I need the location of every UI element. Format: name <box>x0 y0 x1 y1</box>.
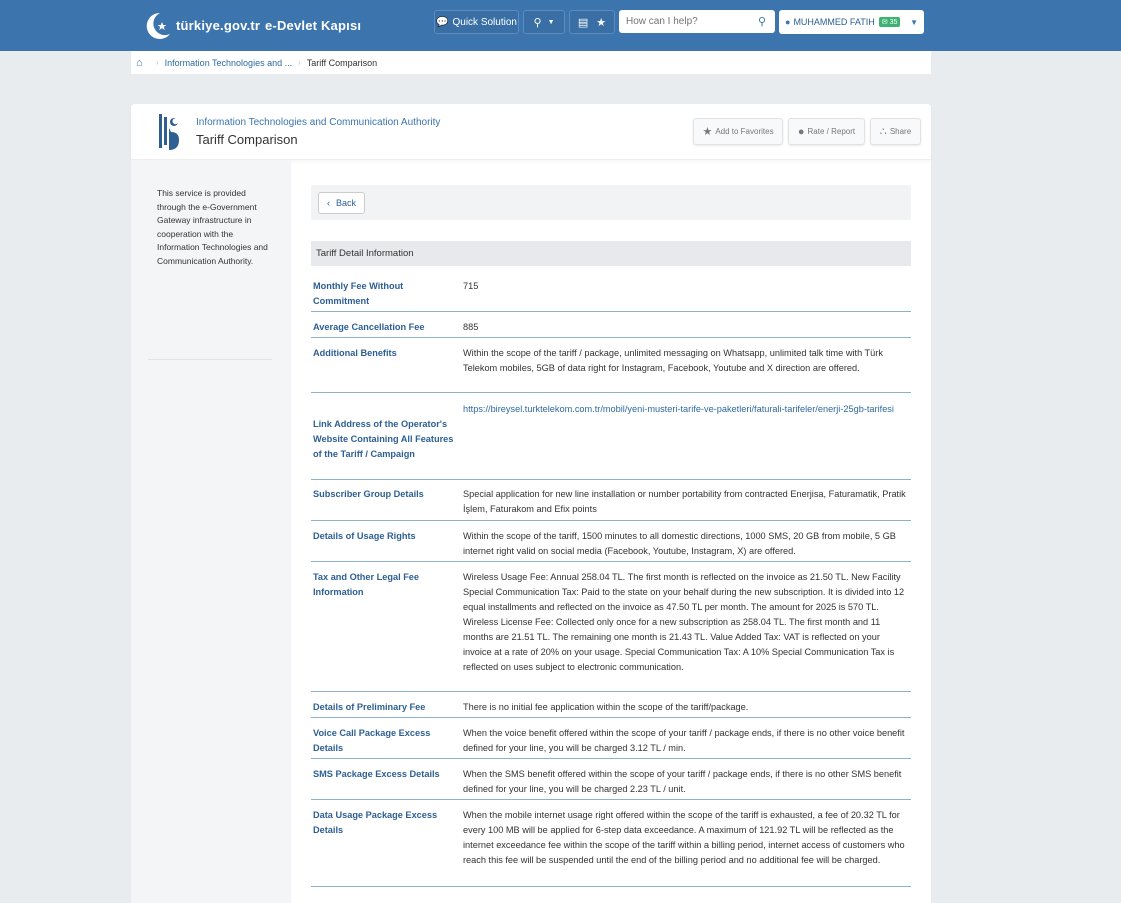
breadcrumb-separator: › <box>156 58 159 67</box>
key-icon: ⚲ <box>533 16 542 29</box>
chevron-down-icon: ▼ <box>910 17 918 27</box>
operator-website-link[interactable]: https://bireysel.turktelekom.com.tr/mobil/yeni-musteri-tarife-ve-paketleri/faturali-tarifeler/enerji-25gb-tarifesi <box>463 404 894 414</box>
detail-row-sms-excess <box>311 759 911 800</box>
login-options-button[interactable] <box>523 10 565 34</box>
detail-row-cancellation-fee <box>311 312 911 338</box>
agency-name[interactable]: Information Technologies and Communication Authority <box>196 117 441 128</box>
search-icon[interactable]: ⚲ <box>758 16 767 28</box>
sidebar-divider <box>148 359 272 360</box>
detail-row-voice-excess <box>311 718 911 759</box>
turkiye-gov-logo[interactable] <box>140 9 361 41</box>
home-icon[interactable]: ⌂ <box>136 56 143 69</box>
id-card-favorites-button[interactable] <box>569 10 615 34</box>
detail-row-usage-rights <box>311 521 911 562</box>
sidebar <box>131 160 291 903</box>
chat-bubbles-icon: 💬 <box>436 16 449 28</box>
detail-row-subscriber-group <box>311 480 911 521</box>
detail-label: Voice Call Package Excess Details <box>313 728 431 753</box>
detail-label: Link Address of the Operator's Website Containing All Features of the Tariff / Campaign <box>313 419 454 459</box>
chevron-left-icon: ‹ <box>326 198 330 208</box>
detail-row-preliminary-fee <box>311 692 911 718</box>
service-panel <box>131 104 931 903</box>
notification-badge: ✉ 35 <box>879 17 901 27</box>
breadcrumb-separator: › <box>298 58 301 67</box>
detail-label: Additional Benefits <box>313 348 397 358</box>
comment-icon: ● <box>797 125 805 138</box>
detail-row-monthly-fee <box>311 274 911 312</box>
logo-text: türkiye.gov.tr <box>176 17 261 33</box>
star-icon: ★ <box>596 16 607 29</box>
search-input[interactable] <box>619 16 754 27</box>
top-navigation-bar <box>0 0 1121 51</box>
detail-row-tax-info <box>311 562 911 692</box>
detail-label: Monthly Fee Without Commitment <box>313 281 404 306</box>
breadcrumb-link-agency[interactable]: Information Technologies and ... <box>164 57 293 68</box>
crescent-star-icon <box>140 10 174 40</box>
breadcrumb <box>131 51 931 74</box>
detail-value: There is no initial fee application within the scope of the tariff/package. <box>463 702 749 712</box>
detail-value: 885 <box>463 322 479 332</box>
back-toolbar <box>311 185 911 220</box>
chevron-down-icon: ▼ <box>547 18 555 26</box>
page-title: Tariff Comparison <box>196 132 298 147</box>
section-title: Tariff Detail Information <box>311 241 911 266</box>
share-icon: ∴ <box>879 126 887 138</box>
add-to-favorites-button[interactable] <box>693 118 783 145</box>
detail-value: 715 <box>463 281 479 291</box>
detail-value: When the voice benefit offered within the scope of your tariff / package ends, if there is no other voice benefit defined for your line, you will be charged 3.12 TL / min. <box>463 728 905 753</box>
back-button[interactable] <box>318 192 365 214</box>
add-to-favorites-label: Add to Favorites <box>715 127 774 136</box>
user-menu[interactable] <box>779 10 924 34</box>
user-name: MUHAMMED FATIH <box>793 17 875 27</box>
search-box <box>619 10 775 33</box>
detail-label: SMS Package Excess Details <box>313 769 440 779</box>
quick-solution-label: Quick Solution <box>452 16 517 28</box>
share-label: Share <box>889 127 912 136</box>
detail-value: Special application for new line installation or number portability from contracted Enerjisa, Faturamatik, Pratik İşlem, Faturakom and Efix points <box>463 489 906 514</box>
id-card-icon: ▤ <box>577 16 589 29</box>
quick-solution-button[interactable] <box>434 10 519 34</box>
detail-label: Average Cancellation Fee <box>313 322 425 332</box>
star-icon: ★ <box>702 126 713 138</box>
detail-label: Data Usage Package Excess Details <box>313 810 438 835</box>
detail-label: Details of Usage Rights <box>313 531 416 541</box>
service-info-text: This service is provided through the e-Government Gateway infrastructure in cooperation with the Information Technologies and Communication Authority. <box>157 188 268 266</box>
detail-row-additional-benefits <box>311 338 911 393</box>
breadcrumb-current: Tariff Comparison <box>306 57 378 68</box>
user-icon: ● <box>785 17 791 27</box>
detail-label: Subscriber Group Details <box>313 489 424 499</box>
rate-report-button[interactable] <box>788 118 865 145</box>
detail-value: When the mobile internet usage right offered within the scope of the tariff is exhausted, a fee of 20.32 TL for every 100 MB will be applied for 6-step data exceedance. A maximum of 121.92 TL will be reflected as the internet exceedance fee within the scope of the tariff within a billing period, internet access of customers who reach this fee will be suspended until the end of the billing period and no additional fee will be charged. <box>463 810 905 865</box>
back-label: Back <box>335 198 356 208</box>
btk-logo <box>157 112 183 155</box>
logo-subtext: e-Devlet Kapısı <box>264 17 362 33</box>
detail-value: When the SMS benefit offered within the scope of your tariff / package ends, if there is no other SMS benefit defined for your line, you will be charged 2.23 TL / unit. <box>463 769 902 794</box>
detail-value: Within the scope of the tariff / package, unlimited messaging on Whatsapp, unlimited talk time with Türk Telekom mobiles, 5GB of data right for Instagram, Facebook, Youtube and X direction are offered. <box>463 348 883 373</box>
detail-value: Within the scope of the tariff, 1500 minutes to all domestic directions, 1000 SMS, 20 GB from mobile, 5 GB internet right valid on social media (Facebook, Youtube, Instagram, X) are offered. <box>463 531 896 556</box>
share-button[interactable] <box>870 118 921 145</box>
rate-report-label: Rate / Report <box>807 127 856 136</box>
detail-row-data-excess <box>311 800 911 887</box>
detail-row-link-address <box>311 393 911 480</box>
detail-label: Details of Preliminary Fee <box>313 702 426 712</box>
service-header <box>131 104 931 160</box>
detail-label: Tax and Other Legal Fee Information <box>313 572 420 597</box>
detail-value: Wireless Usage Fee: Annual 258.04 TL. The first month is reflected on the invoice as 21.50 TL. New Facility Special Communication Tax: Paid to the state on your behalf during the new subscription. It is divided into 12 equal installments and reflected on the invoice as 47.50 TL per month. The amount for 2025 is 570 TL. Wireless License Fee: Collected only once for a new subscription as 258.04 TL. The first month and 11 months are 21.51 TL. The remaining one month is 21.43 TL. Value Added Tax: VAT is reflected on your invoice at a rate of 20% on your usage. Special Communication Tax: A 10% Special Communication Tax is reflected on uses subject to electronic communication. <box>463 572 905 672</box>
